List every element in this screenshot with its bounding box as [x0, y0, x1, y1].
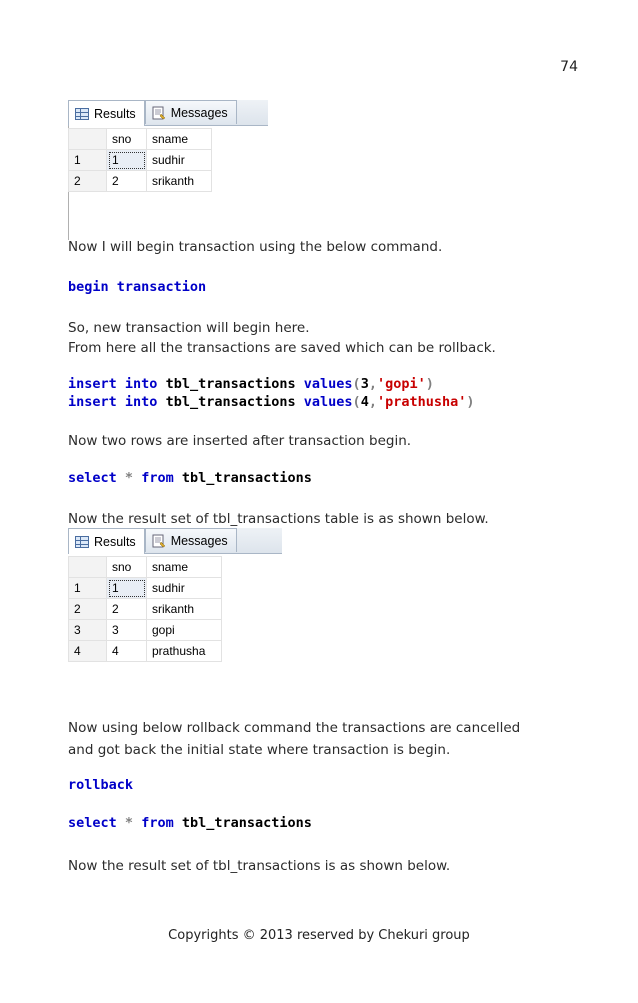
tab-results-label: Results — [94, 534, 136, 549]
paragraph: and got back the initial state where transaction is begin. — [68, 742, 451, 758]
grid-cell[interactable]: srikanth — [147, 599, 222, 620]
grid-header-row — [69, 557, 222, 578]
row-number[interactable]: 1 — [69, 578, 107, 599]
paragraph: Now the result set of tbl_transactions is as shown below. — [68, 858, 451, 874]
tab-results[interactable] — [68, 100, 145, 126]
grid-cell[interactable]: sudhir — [147, 150, 212, 171]
paragraph: Now I will begin transaction using the below command. — [68, 239, 443, 255]
results-grid — [68, 556, 222, 662]
column-header[interactable]: sno — [107, 557, 147, 578]
results-panel-2 — [68, 528, 282, 673]
grid-cell[interactable]: 2 — [107, 599, 147, 620]
tab-messages-label: Messages — [170, 105, 228, 120]
grid-cell[interactable]: 3 — [107, 620, 147, 641]
grid-cell[interactable]: 1 — [107, 578, 147, 599]
results-panel-1 — [68, 100, 268, 240]
table-row — [69, 599, 222, 620]
results-grid — [68, 128, 212, 192]
table-row — [69, 171, 212, 192]
code-rollback — [68, 776, 133, 794]
tab-messages[interactable] — [145, 100, 237, 124]
code-insert-1 — [68, 375, 434, 393]
row-number[interactable]: 3 — [69, 620, 107, 641]
code-operator: * — [124, 815, 134, 831]
page-number: 74 — [560, 59, 578, 75]
results-grid-icon — [75, 108, 89, 120]
code-operator: ) — [425, 376, 434, 392]
row-number-header — [69, 557, 107, 578]
code-begin-transaction — [68, 278, 206, 296]
grid-header-row — [69, 129, 212, 150]
results-grid-icon — [75, 536, 89, 548]
code-keyword: select — [68, 815, 117, 831]
code-operator: * — [124, 470, 134, 486]
tab-results-label: Results — [94, 106, 136, 121]
code-keyword: select — [68, 470, 117, 486]
code-operator: ( — [352, 394, 361, 410]
column-header[interactable]: sno — [107, 129, 147, 150]
grid-cell[interactable]: 4 — [107, 641, 147, 662]
code-operator: ) — [466, 394, 475, 410]
row-number[interactable]: 1 — [69, 150, 107, 171]
code-keyword: into — [124, 376, 158, 392]
row-number-header — [69, 129, 107, 150]
code-string: 'gopi' — [376, 376, 426, 392]
table-row — [69, 150, 212, 171]
page-footer: Copyrights © 2013 reserved by Chekuri group — [168, 928, 470, 943]
code-operator: ( — [352, 376, 361, 392]
messages-icon — [152, 534, 166, 548]
code-keyword: insert — [68, 376, 117, 392]
code-identifier: tbl_transactions — [181, 470, 312, 486]
column-header[interactable]: sname — [147, 557, 222, 578]
grid-cell[interactable]: srikanth — [147, 171, 212, 192]
tab-results[interactable] — [68, 528, 145, 554]
grid-cell[interactable]: sudhir — [147, 578, 222, 599]
code-keyword: insert — [68, 394, 117, 410]
code-identifier: tbl_transactions — [181, 815, 312, 831]
grid-cell[interactable]: prathusha — [147, 641, 222, 662]
code-keyword: begin — [68, 279, 109, 295]
table-row — [69, 578, 222, 599]
row-number[interactable]: 2 — [69, 171, 107, 192]
code-keyword: transaction — [116, 279, 207, 295]
code-operator: , — [368, 394, 377, 410]
paragraph: So, new transaction will begin here. — [68, 320, 310, 336]
code-keyword: from — [141, 815, 174, 831]
table-row — [69, 620, 222, 641]
row-number[interactable]: 2 — [69, 599, 107, 620]
grid-cell[interactable]: 2 — [107, 171, 147, 192]
code-keyword: values — [303, 376, 353, 392]
code-identifier: tbl_transactions — [165, 376, 296, 392]
code-select-1 — [68, 469, 312, 487]
code-string: 'prathusha' — [376, 394, 467, 410]
code-number: 3 — [360, 376, 369, 392]
paragraph: From here all the transactions are saved which can be rollback. — [68, 340, 496, 356]
paragraph: Now using below rollback command the transactions are cancelled — [68, 720, 521, 736]
column-header[interactable]: sname — [147, 129, 212, 150]
code-keyword: from — [141, 470, 174, 486]
messages-icon — [152, 106, 166, 120]
grid-cell[interactable]: gopi — [147, 620, 222, 641]
paragraph: Now the result set of tbl_transactions table is as shown below. — [68, 511, 489, 527]
code-number: 4 — [360, 394, 369, 410]
code-identifier: tbl_transactions — [165, 394, 296, 410]
table-row — [69, 641, 222, 662]
tab-messages-label: Messages — [170, 533, 228, 548]
code-keyword: rollback — [68, 777, 134, 793]
code-keyword: into — [124, 394, 158, 410]
code-keyword: values — [303, 394, 353, 410]
grid-cell[interactable]: 1 — [107, 150, 147, 171]
code-select-2 — [68, 814, 312, 832]
paragraph: Now two rows are inserted after transaction begin. — [68, 433, 412, 449]
row-number[interactable]: 4 — [69, 641, 107, 662]
code-insert-2 — [68, 393, 475, 411]
tab-messages[interactable] — [145, 528, 237, 552]
code-operator: , — [368, 376, 377, 392]
